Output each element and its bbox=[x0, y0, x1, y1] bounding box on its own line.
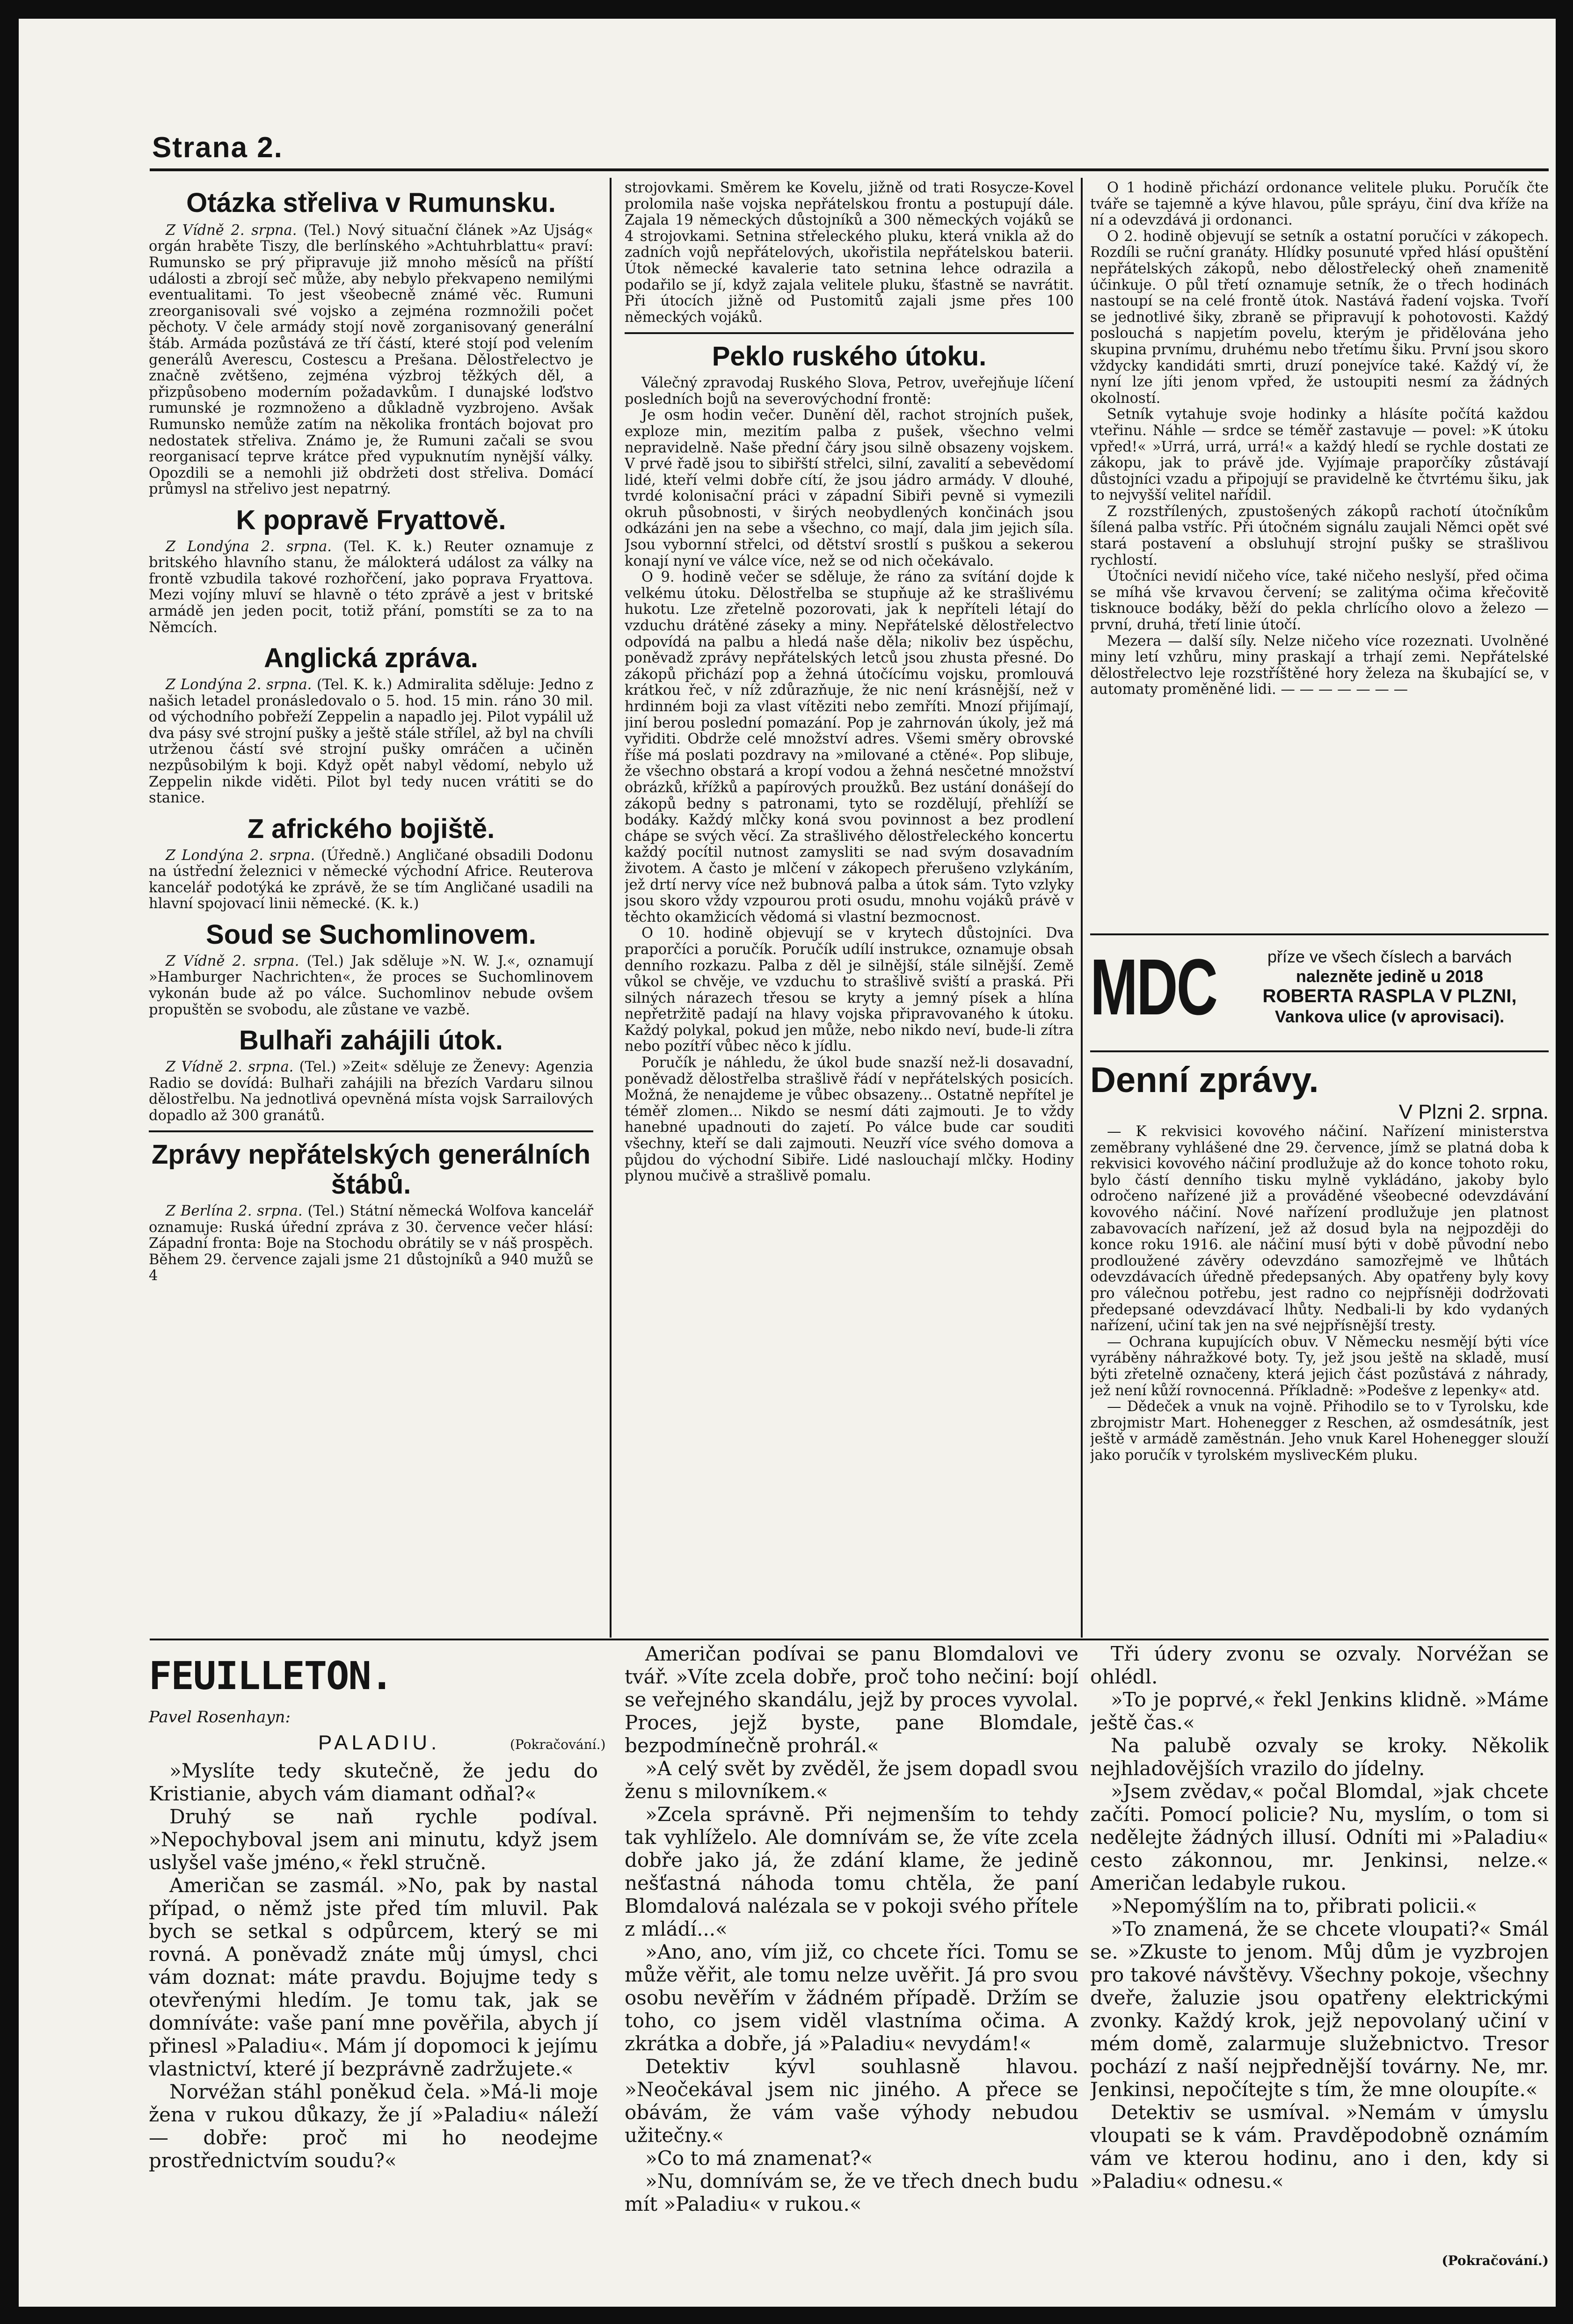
feuilleton-column-3 bbox=[1090, 1642, 1549, 2251]
paragraph: Setník vytahuje svoje hodinky a hlásíte počítá každou vteřinu. Náhle — srdce se téměř zastavuje — povel: »K útoku vpřed!« »Urrá, urrá, urrá!« a každý hledí se rychle dostati ze zákopu, jak to právě jde. Vyjímaje praporčíky zůstávají důstojníci vzadu a připojují se pravidelně ke čtvrtému šiku, jak to nejvyšší velitel nařídil. bbox=[1090, 406, 1549, 504]
article-body bbox=[149, 677, 593, 807]
article-text: (Tel.) »Zeit« sděluje ze Ženevy: Agenzia Radio se dovídá: Bulhaři zahájili na březích Vardaru silnou dělostřelbu. Na jednotlivá opevněná místa vojsk Sarrailových dopadlo až 300 granátů. bbox=[149, 1058, 593, 1124]
headline: Zprávy nepřátelských generálních štábů. bbox=[151, 1139, 591, 1200]
paragraph: »Nepomýšlím na to, přibrati policii.« bbox=[1111, 1894, 1478, 1917]
paragraph: Detektiv se usmíval. »Nemám v úmyslu vloupati se k vám. Pravděpodobně oznámím vám ve kterou hodinu, ano i den, kdy si »Paladiu« odnesu.« bbox=[1090, 2101, 1549, 2193]
header-rule bbox=[150, 168, 1549, 171]
headline: K popravě Fryattově. bbox=[236, 504, 506, 535]
feuilleton-story-title: PALADIU. bbox=[318, 1731, 441, 1754]
dateline: Z Londýna 2. srpna. bbox=[166, 677, 312, 693]
paragraph: Američan se zasmál. »No, pak by nastal případ, o němž jste před tím mluvil. Pak bych se setkal s odpůrcem, který se mi rovná. A poněvadž znáte můj úmysl, chci vám doznat: máte pravdu. Bojujme tedy s otevřenými hledím. Je tomu tak, jak se domníváte: vaše paní mne pověřila, abych jí přinesl »Paladiu«. Mám jí dopomoci k jejímu vlastnictví, které jí bezprávně zadržujete.« bbox=[149, 1874, 598, 2080]
article-body bbox=[149, 1059, 593, 1124]
feuilleton-column-1 bbox=[149, 1759, 598, 2274]
paragraph: »A celý svět by zvěděl, že jsem dopadl svou ženu s milovníkem.« bbox=[625, 1757, 1078, 1803]
article-text: (Tel.) Jak sděluje »N. W. J.«, oznamují »Hamburger Nachrichten«, že proces se Suchomlinovem vykonán bude až po válce. Suchomlinov nebude ovšem propuštěn se svobodu, ale zůstane ve vazbě. bbox=[149, 953, 593, 1018]
article-text: (Tel.) Nový situační článek »Az Ujság« orgán hraběte Tiszy, dle berlínského »Achtuhrblattu« praví: Rumunsko se prý připravuje již mnoho měsíců na příští události a zbrojí seč může, aby nebylo překvapeno nemilými eventualitami. To jest všeobecně známé věc. Rumuni zreorganisovali své vojsko a zejména rozmnožili počet pěchoty. V čele armády stojí nově zorganisovaný generální štáb. Armáda pozůstává ze tří částí, které stojí pod velením generálů Averescu, Costescu a Prešana. Dělostřelectvo je značně zvětšeno, zejména výzbroj těžkých děl, a přizpůsobeno moderním požadavkům. I dunajské loďstvo rumunské je rozmnoženo a důkladně vyzbrojeno. Avšak Rumunsko nemůže zatím na několika frontách bojovat pro nedostatek střeliva. Známo je, že Rumuni začali se svou reorganisací teprve krátce před vypuknutím nynější války. Opozdili se a nemohli již obdržeti dost střeliva. Domácí průmysl na střelivo jest nepatrný. bbox=[149, 222, 593, 498]
article-continuation: strojovkami. Směrem ke Kovelu, jižně od trati Rosycze-Kovel prolomila naše vojska nepřátelskou frontu a postupují dále. Zajala 19 německých důstojníků a 300 německých vojáků se 4 strojovkami. Setnina střeleckého pluku, která vnikla až do zadních vojů nepřátelových, ukořistila nepřátelskou baterii. Útok německé kavalerie tato setnina lehce odrazila a podařilo se jí, když zajala velitele pluku, šťastně se navrátit. Při útocích jižně od Pustomitů zajali jsme přes 100 německých vojáků. bbox=[625, 180, 1074, 326]
paragraph: O 2. hodině objevují se setník a ostatní poručíci v zákopech. Rozdíli se ruční granáty. Hlídky posunuté vpřed hlásí opuštění nepřátelských zákopů, nebo dělostřelecký oheň znamenitě účinkuje. O půl třetí oznamuje setník, že o třech hodinách nastoupí se na celé frontě útok. Nastává řadení vojska. Tvoří se jednotlivé šiky, zbraně se připravují k pohotovosti. Každý poslouchá s napjetím povelu, kterým je přidělována jeho skupina prvnímu, druhému nebo třetímu šiku. První jsou skoro vždycky kandidáti smrti, druzí ponejvíce také. Každý ví, že nyní lze jíti jenom vpřed, že ustoupiti nesmí za žádných okolností. bbox=[1090, 228, 1549, 407]
paragraph: — K rekvisici kovového náčiní. Nařízení ministerstva zeměbrany vyhlášené dne 29. července, jímž se platná doba k rekvisici kovového náčiní prodlužuje až do konce tohoto roku, bylo částí denního tisku mylně vykládáno, jakoby bylo odročeno nařízené již a prováděné všeobecné odevzdávání kovového náčiní. Nové nařízení prodlužuje jen platnost zabavovacích nařízení, jež až dosud byla na nejpozději do konce roku 1916. ale náčiní musí býti v době původní nebo prodloužené závěry odevzdáno samozřejmě ve lhůtách odevzdávacích úředně předepsaných. Aby opatřeny byly kovy pro válečnou potřebu, jest radno co nejpřísněji dodržovati předepsané odevzdávací lhůty. Nedbali-li by kdo vydaných nařízení, učiní tak jen na své nejpřísnější tresty. bbox=[1090, 1123, 1549, 1334]
article-body bbox=[149, 1203, 593, 1284]
paragraph: »To je poprvé,« řekl Jenkins klidně. »Máme ještě čas.« bbox=[1090, 1688, 1549, 1734]
article-text: (Tel. K. k.) Reuter oznamuje z britského hlavního stanu, že málokterá událost za války na frontě vzbudila takové rozhořčení, jako poprava Fryattova. Mezi vojíny mluví se hlavně o této zprávě a jest v britské armádě jen jeden pocit, totiž přání, pomstíti se za to na Němcích. bbox=[149, 538, 593, 636]
paragraph: Poručík je náhledu, že úkol bude snazší než-li dosavadní, poněvadž dělostřelba strašlivě řádí v nepřátelských posicích. Možná, že nenajdeme je vůbec obsazeny... Ostatně nepřítel je téměř zlomen... Nikdo se nesmí dáti zajmouti. Je to vždy hanebné upadnouti do zajetí. Po válce bude car souditi všechny, kteří se dali zajmouti. Neuzří více svého domova a půjdou do východní Sibiře. Lidé naslouchají mlčky. Hodiny plynou mučivě a strašlivě pomalu. bbox=[625, 1055, 1074, 1185]
paragraph: Z rozstřílených, zpustošených zákopů rachotí útočníkům šílená palba vstříc. Při útočném signálu zaujali Němci opět své stará postavení a obsluhují strojní pušky se strašlivou rychlostí. bbox=[1090, 503, 1549, 568]
paragraph: Druhý se naň rychle podíval. »Nepochyboval jsem ani minutu, když jsem uslyšel vaše jméno,« řekl stručně. bbox=[149, 1805, 598, 1874]
dateline: Z Vídně 2. srpna. bbox=[166, 1058, 294, 1075]
ad-rule-bottom bbox=[1090, 1050, 1549, 1052]
column-rule-2 bbox=[1081, 178, 1083, 1638]
paragraph: — Dědeček a vnuk na vojně. Přihodilo se to v Tyrolsku, kde zbrojmistr Mart. Hohenegger z Reschen, až osmdesátník, jest ještě v armádě zaměstnán. Jeho vnuk Karel Hohenegger slouží jako poručík v tyrolském myslivecKém pluku. bbox=[1090, 1399, 1549, 1464]
paragraph: Detektiv kývl souhlasně hlavou. »Neočekával jsem nic jiného. A přece se obávám, že vám vaše výhody nebudou užitečny.« bbox=[625, 2055, 1078, 2147]
feuilleton-continued-end: (Pokračování.) bbox=[1442, 2253, 1549, 2268]
ad-rule-top bbox=[1090, 933, 1549, 935]
paragraph: Tři údery zvonu se ozvaly. Norvéžan se ohlédl. bbox=[1090, 1642, 1549, 1688]
paragraph: Válečný zpravodaj Ruského Slova, Petrov, uveřejňuje líčení posledních bojů na severovýchodní frontě: bbox=[625, 375, 1074, 408]
dateline: Z Vídně 2. srpna. bbox=[166, 222, 297, 239]
article-text: (Tel. K. k.) Admiralita sděluje: Jedno z našich letadel pronásledovalo o 5. hod. 15 min. ráno 30 mil. od východního pobřeží Zeppelin a napadlo jej. Pilot vypálil už dva pásy své strojní pušky a ještě stále střílel, až byl na chvíli utrženou částí své strojní pušky omráčen a učiněn nezpůsobilým k boji. Když opět nabyl vědomí, nebylo už Zeppelin nikde viděti. Pilot byl tedy nucen vrátiti se do stanice. bbox=[149, 677, 593, 807]
headline: Soud se Suchomlinovem. bbox=[206, 919, 536, 950]
article-body bbox=[149, 539, 593, 636]
headline: Anglická zpráva. bbox=[264, 643, 478, 674]
headline: Peklo ruského útoku. bbox=[712, 341, 987, 372]
dateline: Z Vídně 2. srpna. bbox=[166, 953, 299, 969]
paragraph: »To znamená, že se chcete vloupati?« Smál se. »Zkuste to jenom. Můj dům je vyzbrojen pro takové návštěvy. Všechny pokoje, všechny dveře, žaluzie jsou opatřeny elektrickými zvonky. Každý krok, jejž nepovolaný učiní v mém domě, zalarmuje služebnictvo. Tresor pochází z naší nejpřednější továrny. Ne, mr. Jenkinsi, nepočítejte s tím, že mne oloupíte.« bbox=[1090, 1917, 1549, 2101]
paragraph: »Zcela správně. Při nejmenším to tehdy tak vyhlíželo. Ale domnívám se, že víte zcela dobře jako já, že zdání klame, že jedině nešťastná náhoda tomu chtěla, že paní Blomdalová nalézala se v pokoji svého přítele z mládí...« bbox=[625, 1803, 1078, 1940]
paragraph: »Jsem zvědav,« počal Blomdal, »jak chcete začíti. Pomocí policie? Nu, myslím, o tom si nedělejte žádných illusí. Odníti mi »Paladiu« cesto zákonnou, mr. Jenkinsi, nelze.« Američan ledabyle rukou. bbox=[1090, 1780, 1549, 1894]
column-rule-1 bbox=[610, 178, 612, 1638]
ad-line: Vankova ulice (v aprovisaci). bbox=[1274, 1007, 1505, 1026]
paragraph: O 1 hodině přichází ordonance velitele pluku. Poručík čte tváře se tajemně a kýve hlavou, půle spráyu, činí dva kříže na ní a odevzdává ji ordonanci. bbox=[1090, 180, 1549, 229]
section-rule bbox=[625, 332, 1074, 334]
daily-news-section bbox=[1090, 1060, 1549, 1635]
article-body bbox=[149, 223, 593, 498]
column-3 bbox=[1090, 180, 1549, 929]
section-dateline: V Plzni 2. srpna. bbox=[1398, 1100, 1549, 1123]
dateline: Z Londýna 2. srpna. bbox=[166, 538, 332, 555]
paragraph: »Nu, domnívám se, že ve třech dnech budu mít »Paladiu« v rukou.« bbox=[625, 2170, 1078, 2215]
headline: Bulhaři zahájili útok. bbox=[239, 1025, 503, 1056]
section-rule bbox=[149, 1130, 593, 1132]
paragraph: Mezera — další síly. Nelze ničeho více rozeznati. Uvolněné miny letí vzhůru, miny praskají a trhají zemi. Nepřátelské dělostřelectvo leje rozstříštěné hory železa na škubající se, v automaty proměněné lidi. — — — — — — — bbox=[1090, 633, 1549, 698]
paragraph: Norvéžan stáhl poněkud čela. »Má-li moje žena v rukou důkazy, že jí »Paladiu« náleží — dobře: proč mi ho neodejme prostřednictvím soudu?« bbox=[149, 2080, 598, 2172]
column-1 bbox=[149, 183, 593, 1634]
column-2 bbox=[625, 180, 1074, 1635]
paragraph: »Myslíte tedy skutečně, že jedu do Kristianie, abych vám diamant odňal?« bbox=[149, 1759, 598, 1805]
ad-line: nalezněte jedině u 2018 bbox=[1296, 967, 1484, 986]
ad-line: přízе ve všech číslech a barvách bbox=[1267, 947, 1512, 966]
feuilleton-column-2 bbox=[625, 1642, 1078, 2274]
paragraph: O 9. hodině večer se sděluje, že ráno za svítání dojde k velkému útoku. Dělostřelba se stupňuje až ke strašlivému hukotu. Lze zřetelně pozorovati, jak k nepříteli létají do vzduchu drátěné záseky a miny. Nepřátelské dělostřelectvo odpovídá na palbu a hledá naše děla; nikoliv bez úspěchu, poněvadž zprávy nepřátelských letců jsou zhusta přesné. Do zákopů přichází pop a žehná útočícímu vojsku, promlouvá krátkou řeč, v níž zdůrazňuje, že nic není krásnější, než v hrdinném boji za vlast vítěziti nebo zemříti. Mnozí přijímají, jiní berou poslední pomazání. Pop je zahrnován úkoly, jež má vyřiditi. Obdrže celé množství adres. Všemi směry obrovské říše má poslati pozdravy na »milované a ctěné«. Pop slibuje, že všechno obstará a kropí vodou a žehná nesčetné množství obrázků, křížků a papírových proužků. Bez ustání donášejí do zákopů bedny s patronami, tyto se rozdělují, přehlíží se bodáky. Každý mlčky koná svou povinnost a bez prodlení chápe se svých věcí. Za strašlivého dělostřeleckého koncertu každý pocítil nutnost zamysliti se nad svým dosavadním životem. A často je mlčení v zákopech přerušeno vzlykáním, jež drtí nervy více než bubnová palba a útok sám. Tyto vzlyky jsou skoro vždy vzpourou proti osudu, mnohu vojáků právě v těchto okamžicích vědomá si vlastní bezmocnost. bbox=[625, 569, 1074, 925]
paragraph: Na palubě ozvaly se kroky. Několik nejhladovějších vrazilo do jídelny. bbox=[1090, 1734, 1549, 1780]
newspaper-page bbox=[19, 19, 1556, 2307]
ad-logo: MDC bbox=[1090, 943, 1217, 1032]
section-title: Denní zprávy. bbox=[1090, 1060, 1319, 1100]
dateline: Z Londýna 2. srpna. bbox=[166, 847, 315, 864]
paragraph: »Co to má znamenat?« bbox=[645, 2147, 873, 2170]
dateline: Z Berlína 2. srpna. bbox=[166, 1202, 303, 1219]
paragraph: O 10. hodině objevují se v krytech důstojníci. Dva praporčíci a poručík. Poručík udílí instrukce, oznamuje obsah denního rozkazu. Palba z děl je silnější, stále silnější. Země vůkol se chvěje, ve vzduchu to strašlivě sviští a praská. Při silných nárazech třesou se kryty a jemný písek a hlína nepřetržitě padají na hlavy vojska připravovaného k útoku. Každý polykal, pokud jen může, nebo nikdo neví, bude-li zítra nebo pozítří vůbec něco k jídlu. bbox=[625, 925, 1074, 1055]
paragraph: Útočníci nevidí ničeho více, také ničeho neslyší, před očima se míhá vše krvavou červení; se zalitýma očima křečovitě tisknouce bodáky, běží do pekla chrlícího olovo a železo — první, druhá, třetí linie útočí. bbox=[1090, 568, 1549, 634]
article-text: (Tel.) Státní německá Wolfova kancelář oznamuje: Ruská úřední zpráva z 30. července večer hlásí: Západní fronta: Boje na Stochodu obrátily se v náš prospěch. Během 29. července zajali jsme 21 důstojníků a 940 mužů se 4 bbox=[149, 1202, 593, 1284]
headline: Otázka střeliva v Rumunsku. bbox=[186, 188, 556, 218]
feuilleton-continued-note: (Pokračování.) bbox=[510, 1737, 606, 1752]
feuilleton-title: FEUILLETON. bbox=[149, 1654, 393, 1698]
paragraph: Američan podívai se panu Blomdalovi ve tvář. »Víte zcela dobře, proč toho nečiní: bojí se veřejného skandálu, jejž by proces vyvolal. Proces, jejž byste, pane Blomdale, bezpodmínečně prohrál.« bbox=[625, 1642, 1078, 1757]
paragraph: — Ochrana kupujících obuv. V Německu nesmějí býti více vyráběny náhražkové boty. Ty, jež jsou ještě na skladě, musí býti zřetelně označeny, která jejich část pozůstává z náhrady, jež není kůží rovnocenná. Příkladně: »Podešve z lepenky« atd. bbox=[1090, 1333, 1549, 1399]
article-body bbox=[149, 848, 593, 912]
article-text: (Úředně.) Angličané obsadili Dodonu na ústřední železnici v německé východní Africe. Reuterova kancelář podotýká ke zprávě, že se tím Angličané usadili na hlavní spojovací linii německé. (K. k.) bbox=[149, 847, 593, 912]
feuilleton-author: Pavel Rosenhayn: bbox=[149, 1708, 291, 1727]
headline: Z afrického bojiště. bbox=[247, 813, 495, 844]
article-body bbox=[149, 954, 593, 1018]
feuilleton-rule bbox=[150, 1639, 1549, 1640]
advertisement bbox=[1090, 943, 1549, 1036]
page-header: Strana 2. bbox=[152, 131, 283, 164]
ad-line: ROBERTA RASPLA V PLZNI, bbox=[1262, 986, 1517, 1006]
paragraph: »Ano, ano, vím již, co chcete říci. Tomu se může věřit, ale tomu nelze uvěřit. Já pro svou osobu nevěřím v žádném případě. Držím se toho, co jsem viděl vlastníma očima. A zkrátka a dobře, já »Paladiu« nevydám!« bbox=[625, 1940, 1078, 2055]
paragraph: Je osm hodin večer. Dunění děl, rachot strojních pušek, exploze min, mezitím palba z pušek, všechno velmi nepravidelně. Naše přední čáry jsou silně obsazeny vojskem. V prvé řadě jsou to sibiřští střelci, silní, zavalití a sebevědomí lidé, kteří velmi dobře cítí, že jsou jádro armády. V dlouhé, tvrdé kolonisační práci v západní Sibiři pevně si vymezili okruh působnosti, v širých neobydlených končinách jsou odkázáni jen na sebe a všechno, co mají, dala jim jejich síla. Jsou vybornní střelci, od dětství srostlí s puškou a sekerou konají nyní ve válce více, než se od nich očekávalo. bbox=[625, 407, 1074, 569]
